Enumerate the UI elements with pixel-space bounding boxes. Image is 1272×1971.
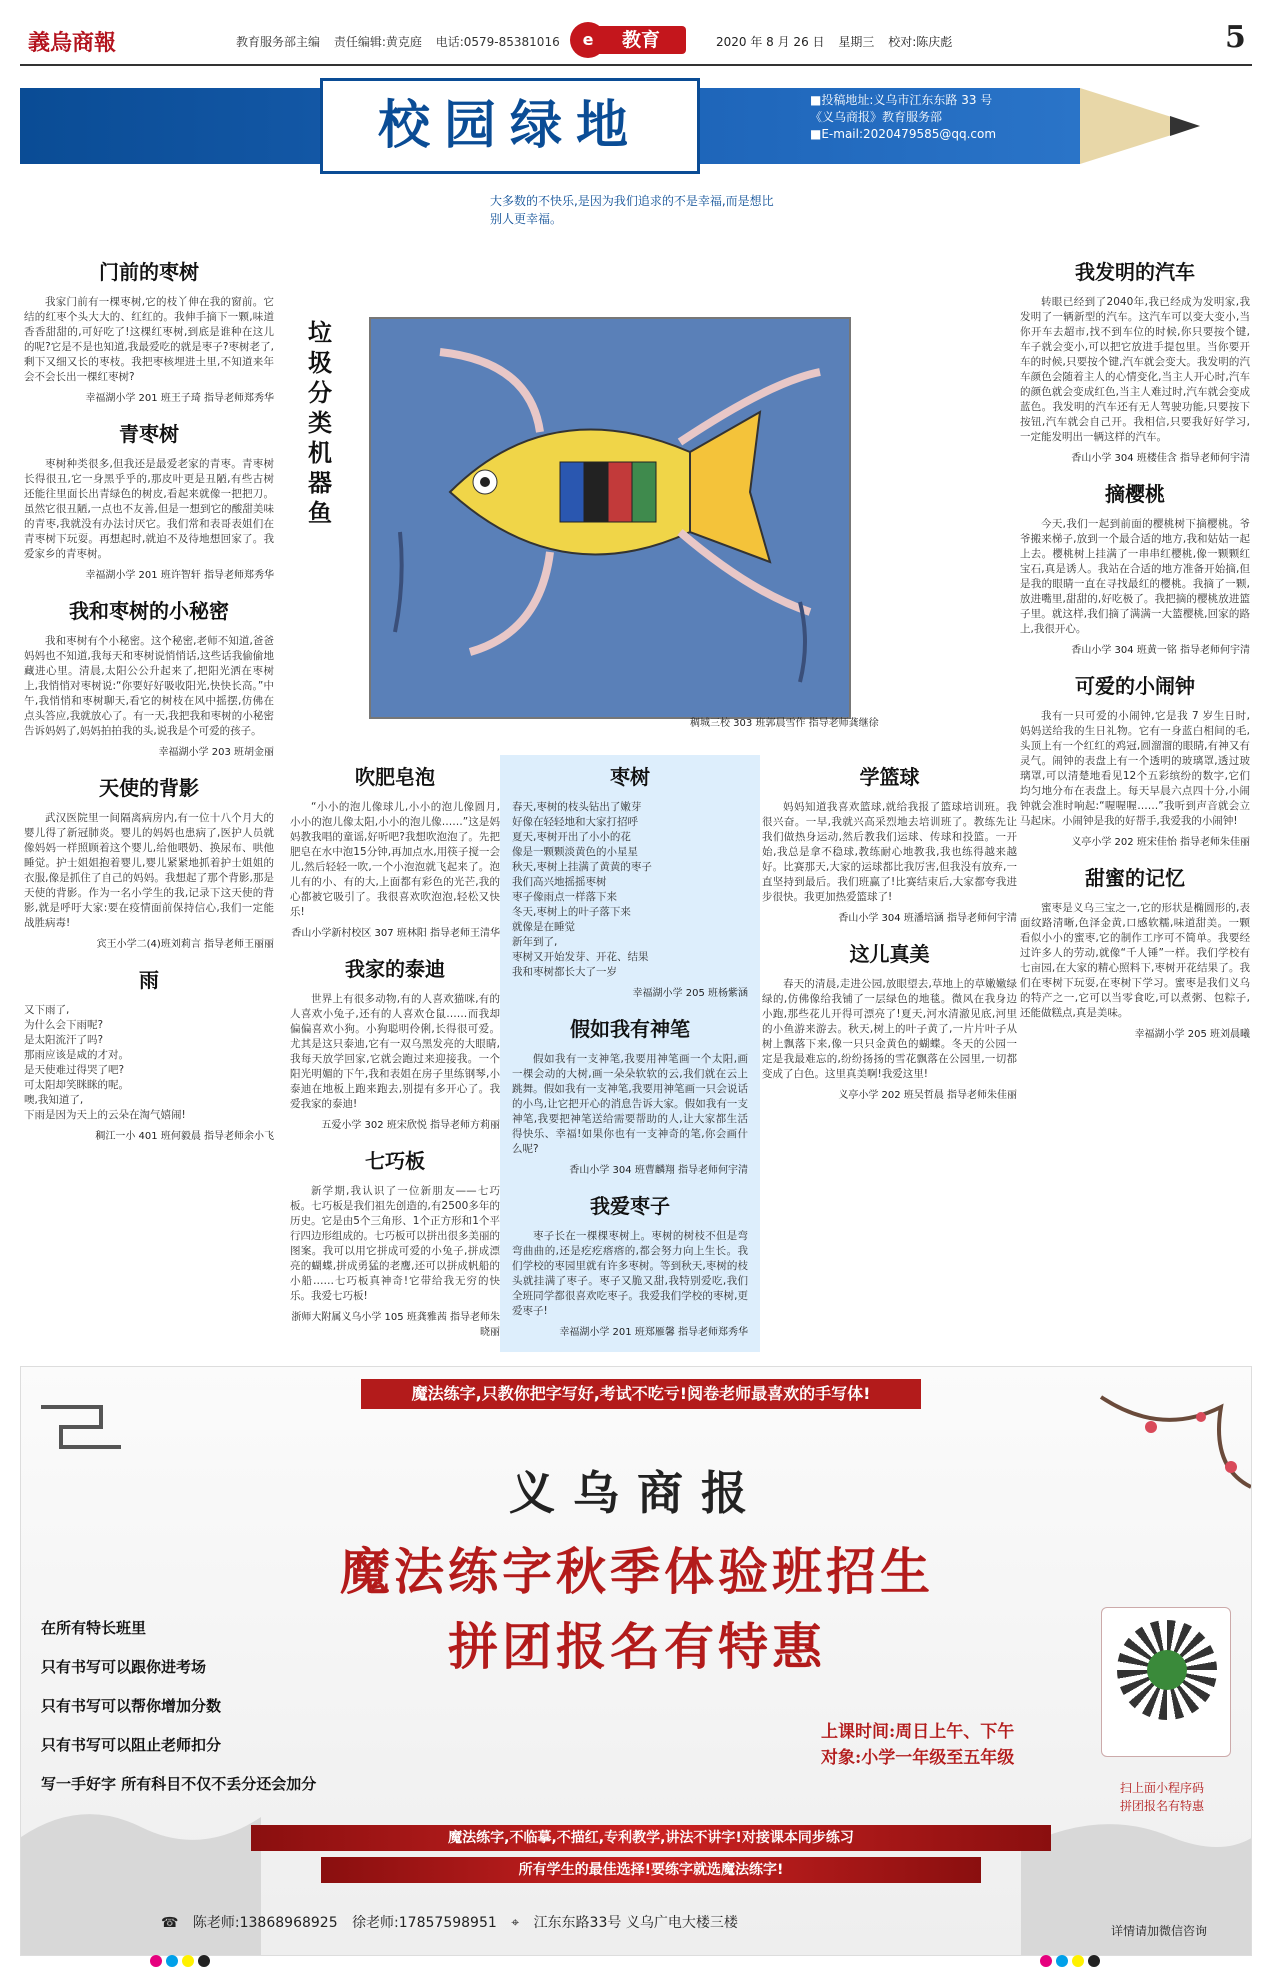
ad-contact (161, 1912, 748, 1932)
article-byline: 幸福湖小学 205 班杨紫涵 (632, 988, 748, 999)
submission-contact (810, 92, 996, 143)
ad-slogan: 魔法练字,只教你把字写好,考试不吃亏!阅卷老师最喜欢的手写体! (361, 1379, 921, 1409)
poem-line: 枣树又开始发芽、开花、结果 (512, 951, 649, 963)
artwork-fish-robot (300, 302, 1000, 732)
registration-mark-icon (1072, 1955, 1084, 1967)
registration-mark-icon (1056, 1955, 1068, 1967)
article (24, 964, 274, 1142)
plum-blossom-icon (1145, 1421, 1157, 1433)
article-title: 这儿真美 (849, 942, 930, 966)
section-logo (570, 20, 700, 60)
poem-line: 就像是在睡觉 (512, 921, 575, 933)
article-title: 我爱枣子 (590, 1194, 670, 1218)
qr-center-icon (1147, 1650, 1187, 1690)
article-title: 学篮球 (859, 765, 920, 789)
article-body: “小小的泡儿像球儿,小小的泡儿像圆月,小小的泡儿像太阳,小小的泡儿像……”这是妈妈教我唱的童谣,好听吧?我想吹泡泡了。先把肥皂在水中泡15分钟,再加点水,用筷子搅一会儿,然后轻轻一吹,一个小泡泡就飞起来了。泡儿有的小、有的大,上面都有彩色的光芒,我的心都被它吸引了。我很喜欢吹泡泡,轻松又快乐! (290, 801, 500, 918)
article-title: 假如我有神笔 (570, 1017, 690, 1041)
registration-mark-icon (182, 1955, 194, 1967)
middle-column-b (500, 755, 760, 1352)
article-byline: 宾王小学二(4)班刘莉言 指导老师王丽丽 (96, 939, 274, 950)
plum-blossom-icon (1196, 1412, 1206, 1422)
article-byline: 义亭小学 202 班吴哲晨 指导老师朱佳丽 (838, 1090, 1017, 1101)
bin-black (584, 462, 608, 522)
poem-line: 那雨应该是咸的才对。 (24, 1049, 129, 1061)
poem-line: 好像在轻轻地和大家打招呼 (512, 816, 638, 828)
poem-body (512, 800, 748, 980)
section-name: 教育 (596, 26, 686, 54)
article (24, 772, 274, 950)
qr-caption-line: 扫上面小程序码 (1119, 1781, 1204, 1795)
contact-email[interactable]: ■E-mail:2020479585@qq.com (810, 127, 997, 141)
article-byline: 香山小学新村校区 307 班林阳 指导老师王清华 (291, 928, 500, 939)
article-byline: 浙师大附属义乌小学 105 班龚雅茜 指导老师朱晓丽 (291, 1312, 500, 1338)
ad-headline: 魔法练字秋季体验班招生 (340, 1542, 934, 1601)
header-rule (20, 64, 1252, 66)
article-byline: 幸福湖小学 203 班胡金丽 (158, 747, 274, 758)
article (762, 938, 1017, 1101)
poem-line: 我们高兴地摇摇枣树 (512, 876, 607, 888)
qr-code[interactable] (1101, 1607, 1231, 1757)
article-body: 世界上有很多动物,有的人喜欢猫咪,有的人喜欢小兔子,还有的人喜欢仓鼠……而我却偏偏喜欢小狗。小狗聪明伶俐,长得很可爱。尤其是这只泰迪,它有一双乌黑发亮的大眼睛,我每天放学回家,它就会跑过来迎接我。一个阳光明媚的下午,我和表姐在房子里练钢琴,小泰迪在地板上跑来跑去,别提有多开心了。我爱我家的泰迪! (290, 993, 500, 1110)
registration-mark-icon (166, 1955, 178, 1967)
pencil-lead-icon (1170, 116, 1200, 136)
phone: 电话:0579-85381016 (435, 35, 560, 49)
banner-title-box (320, 78, 700, 174)
weekday: 星期三 (838, 35, 875, 49)
bin-green (632, 462, 656, 522)
article-title: 摘樱桃 (1105, 482, 1165, 506)
article-byline: 香山小学 304 班潘培涵 指导老师何宇清 (838, 913, 1017, 924)
ad-address: 江东东路33号 义乌广电大楼三楼 (533, 1915, 738, 1931)
article-byline: 香山小学 304 班黄一铭 指导老师何宇清 (1071, 645, 1250, 656)
issue-date: 2020 年 8 月 26 日 (716, 35, 825, 49)
ad-headline-2: 拼团报名有特惠 (448, 1617, 826, 1676)
bin-blue (560, 462, 584, 522)
target-audience: 对象:小学一年级至五年级 (821, 1748, 1015, 1768)
page-number: 5 (1225, 20, 1246, 55)
left-column (24, 250, 274, 1156)
article-title: 我家的泰迪 (345, 957, 445, 981)
article-body: 今天,我们一起到前面的樱桃树下摘樱桃。爷爷搬来梯子,放到一个最合适的地方,我和姑姑一起上去。樱桃树上挂满了一串串红樱桃,像一颗颗红宝石,真是诱人。我站在合适的地方准备开始摘,但是我的眼睛一直在寻找最红的樱桃。我摘了一颗,放进嘴里,甜甜的,好吃极了。我把摘的樱桃放进篮子里。就这样,我们摘了满满一大篮樱桃,回家的路上,我很开心。 (1020, 518, 1250, 635)
ad-selling-points (41, 1617, 316, 1812)
contact-xu[interactable]: 徐老师:17857598951 (352, 1915, 497, 1931)
article-title: 天使的背影 (99, 776, 199, 800)
article-body: 我和枣树有个小秘密。这个秘密,老师不知道,爸爸妈妈也不知道,我每天和枣树说悄悄话,这些话我偷偷地藏进心里。清晨,太阳公公升起来了,把阳光洒在枣树上,我悄悄对枣树说:“你要好好吸收阳光,快快长高。”中午,我悄悄和枣树聊天,看它的树枝在风中摇摆,仿佛在点头答应,我就放心了。有一天,我把我和枣树的小秘密告诉妈妈了,妈妈拍拍我的头,说我是个可爱的孩子。 (24, 635, 274, 737)
poem-line: 新年到了, (512, 936, 558, 948)
registration-mark-icon (1088, 1955, 1100, 1967)
article (1020, 478, 1250, 656)
article (512, 1190, 748, 1338)
right-column (1020, 250, 1250, 1054)
poem-line: 春天,枣树的枝头钻出了嫩芽 (512, 801, 642, 813)
fish-pupil (480, 477, 490, 487)
poem-body (24, 1003, 274, 1123)
article-body: 武汉医院里一间隔离病房内,有一位十八个月大的婴儿得了新冠肺炎。婴儿的妈妈也患病了,医护人员就像妈妈一样照顾着这个婴儿,给他喂奶、换尿布、哄他睡觉。护士姐姐抱着婴儿,婴儿紧紧地抓着护士姐姐的衣服,像是抓住了自己的妈妈。我想起了那个背影,那是天使的背影。作为一名小学生的我,记录下这天使的背影,就是呼吁大家:要在疫情面前保持信心,我们一定能战胜病毒! (24, 812, 274, 929)
article (512, 1013, 748, 1176)
location-icon: ⌖ (511, 1915, 520, 1931)
article-title: 枣树 (610, 765, 650, 789)
ad-brand: 义乌商报 (509, 1466, 765, 1520)
registration-mark-icon (1040, 1955, 1052, 1967)
middle-column-c (762, 755, 1017, 1115)
ad-feature-bar: 魔法练字,不临摹,不描红,专利教学,讲法不讲字!对接课本同步练习 (251, 1825, 1051, 1851)
article-byline: 义亭小学 202 班宋佳怡 指导老师朱佳丽 (1071, 837, 1250, 848)
article-title: 甜蜜的记忆 (1085, 866, 1185, 890)
article-byline: 幸福湖小学 201 班许智轩 指导老师郑秀华 (85, 570, 274, 581)
article-body: 蜜枣是义乌三宝之一,它的形状是椭圆形的,表面纹路清晰,色泽金黄,口感软糯,味道甜美。一颗看似小小的蜜枣,它的制作工序可不简单。我要经过许多人的劳动,就像“千人锤”一样。我们学校有七亩园,在大家的精心照料下,枣树开花结果了。我们在枣树下玩耍,在枣树下学习。蜜枣是我们义乌的特产之一,它可以当零食吃,可以煮粥、包粽子,还能做糕点,真是美味。 (1020, 902, 1250, 1019)
ad-point: 在所有特长班里 (41, 1619, 147, 1637)
article-body: 枣子长在一棵棵枣树上。枣树的树枝不但是弯弯曲曲的,还是疙疙瘩瘩的,都会努力向上生长。我们学校的枣园里就有许多枣树。等到秋天,枣树的枝头就挂满了枣子。枣子又脆又甜,我特别爱吃,我们全班同学都很喜欢吃枣子。我爱我们学校的枣树,更爱枣子! (512, 1230, 748, 1317)
issue-info (716, 33, 962, 50)
article-title: 雨 (139, 968, 159, 992)
article (1020, 670, 1250, 848)
poem-line: 又下雨了, (24, 1004, 70, 1016)
article-body: 转眼已经到了2040年,我已经成为发明家,我发明了一辆新型的汽车。这汽车可以变大变小,当你开车去超市,找不到车位的时候,你只要按个键,车子就会变小,可以把它放进手提包里。当你要开车的时候,只要按个键,汽车就会变大。我发明的汽车颜色会随着主人的心情变化,当主人开心时,汽车的颜色就会变成红色,当主人难过时,汽车就会变成蓝色。我发明的汽车还有无人驾驶功能,只要按下按钮,汽车就会自己开。我相信,只要我好好学习,一定能发明出一辆这样的汽车。 (1020, 296, 1250, 443)
ad-point: 写一手好字 所有科目不仅不丢分还会加分 (41, 1775, 317, 1793)
ad-point: 只有书写可以阻止老师扣分 (41, 1736, 222, 1754)
poem-line: 秋天,枣树上挂满了黄黄的枣子 (512, 861, 652, 873)
mountain-left-icon (21, 1814, 261, 1956)
banner-quote: 大多数的不快乐,是因为我们追求的不是幸福,而是想比别人更幸福。 (490, 194, 774, 226)
article-body: 枣树种类很多,但我还是最爱老家的青枣。青枣树长得很丑,它一身黑乎乎的,那皮叶更是丑陋,有些古树还能往里面长出青绿色的树皮,看起来就像一把把刀。虽然它很丑陋,一点也不友善,但是一想到它的酸甜美味的青枣,我就没有办法讨厌它。我们常和表哥表姐们在青枣树下玩耍。再想起时,就迫不及待地想回家了。我爱家乡的青枣树。 (24, 458, 274, 560)
advertisement (20, 1366, 1252, 1956)
article-title: 吹肥皂泡 (355, 765, 435, 789)
article-title: 青枣树 (119, 422, 179, 446)
article-body: 假如我有一支神笔,我要用神笔画一个太阳,画一棵会动的大树,画一朵朵软软的云,我们就在云上跳舞。假如我有一支神笔,我要用神笔画一只会说话的小鸟,让它把开心的消息告诉大家。假如我有一支神笔,我要把神笔送给需要帮助的人,让大家都生活得快乐、幸福!如果你也有一支神奇的笔,你会画什么呢? (512, 1053, 748, 1155)
poem-line: 冬天,枣树上的叶子落下来 (512, 906, 631, 918)
article-title: 我发明的汽车 (1075, 260, 1195, 284)
bin-red (608, 462, 632, 522)
poem-line: 可太阳却笑眯眯的呢。 (24, 1079, 129, 1091)
registration-mark-icon (150, 1955, 162, 1967)
proofreader: 校对:陈庆彪 (888, 35, 953, 49)
ad-feature-bar-2: 所有学生的最佳选择!要练字就选魔法练字! (321, 1857, 981, 1883)
article-byline: 幸福湖小学 201 班王子琦 指导老师郑秀华 (85, 393, 274, 404)
article-body: 新学期,我认识了一位新朋友——七巧板。七巧板是我们祖先创造的,有2500多年的历史。它是由5个三角形、1个正方形和1个平行四边形组成的。七巧板可以拼出很多美丽的图案。我可以用它拼成可爱的小兔子,拼成漂亮的蝴蝶,拼成勇猛的老鹰,还可以拼成帆船的小船……七巧板真神奇!它带给我无穷的快乐。我爱七巧板! (290, 1185, 500, 1302)
article (24, 595, 274, 758)
article (1020, 256, 1250, 464)
poem-line: 夏天,枣树开出了小小的花 (512, 831, 631, 843)
section-mark-icon: e (570, 22, 606, 58)
ad-more-info: 详情请加微信咨询 (1111, 1924, 1208, 1938)
section-banner (20, 78, 1252, 188)
poem-line: 是天使难过得哭了吧? (24, 1064, 125, 1076)
ad-point: 只有书写可以跟你进考场 (41, 1658, 207, 1676)
article (762, 761, 1017, 924)
ad-point: 只有书写可以帮你增加分数 (41, 1697, 222, 1715)
artwork-label: 垃圾分类机器鱼 (308, 318, 332, 527)
poem-line: 为什么会下雨呢? (24, 1019, 104, 1031)
middle-column-a (290, 755, 500, 1352)
article (1020, 862, 1250, 1040)
qr-caption-line: 拼团报名有特惠 (1119, 1799, 1204, 1813)
article (24, 418, 274, 581)
article-body: 春天的清晨,走进公园,放眼望去,草地上的草嫩嫩绿绿的,仿佛像给我铺了一层绿色的地毯。微风在我身边小跑,那些花儿开得可漂亮了!夏天,河水清澈见底,河里的小鱼游来游去。秋天,树上的叶子黄了,一片片叶子从树上飘落下来,像一只只金黄色的蝴蝶。冬天的公园一定是我最难忘的,纷纷扬扬的雪花飘落在公园里,一切都变成了白色。这里真美啊!我爱这里! (762, 978, 1017, 1080)
masthead: 義烏商報 (28, 30, 117, 56)
poem-line: 枣子像雨点一样落下来 (512, 891, 617, 903)
poem-line: 是太阳流汗了吗? (24, 1034, 104, 1046)
editor: 教育服务部主编 (236, 35, 321, 49)
article (512, 761, 748, 999)
article-body: 我有一只可爱的小闹钟,它是我 7 岁生日时,妈妈送给我的生日礼物。它有一身蓝白相间的毛,头顶上有一个红红的鸡冠,圆溜溜的眼睛,有神又有灵气。闹钟的表盘上有一个透明的玻璃罩,透过玻璃罩,可以清楚地看见12个五彩缤纷的数字,它们均匀地分布在表盘上。每天早晨六点四十分,小闹钟就会准时响起:“喔喔喔……”我听到声音就会立马起床。小闹钟是我的好帮手,我爱我的小闹钟! (1020, 710, 1250, 827)
article (290, 1145, 500, 1338)
qr-caption (1077, 1779, 1247, 1815)
contact-dept: 《义乌商报》教育服务部 (810, 110, 943, 124)
article-byline: 幸福湖小学 205 班刘晨曦 (1134, 1029, 1250, 1040)
phone-icon: ☎ (161, 1915, 179, 1931)
responsible-editor: 责任编辑:黄克庭 (333, 35, 422, 49)
article-title: 我和枣树的小秘密 (69, 599, 229, 623)
poem-line: 下雨是因为天上的云朵在淘气嬉闹! (24, 1109, 186, 1121)
article (290, 953, 500, 1131)
contact-address: ■投稿地址:义乌市江东东路 33 号 (810, 93, 993, 107)
poem-line: 噢,我知道了, (24, 1094, 84, 1106)
article (24, 256, 274, 404)
editor-info (236, 33, 570, 50)
registration-mark-icon (198, 1955, 210, 1967)
contact-chen[interactable]: 陈老师:13868968925 (192, 1915, 338, 1931)
article-byline: 香山小学 304 班曹麟翔 指导老师何宇清 (569, 1165, 748, 1176)
fret-pattern-icon (41, 1407, 121, 1447)
banner-title: 校园绿地 (377, 95, 642, 156)
page-header (0, 0, 1272, 80)
article-byline: 稠江一小 401 班何毅晨 指导老师余小飞 (95, 1131, 274, 1142)
article-byline: 幸福湖小学 201 班郑雁馨 指导老师郑秀华 (559, 1327, 748, 1338)
article-title: 七巧板 (365, 1149, 425, 1173)
article-body: 我家门前有一棵枣树,它的枝丫伸在我的窗前。它结的红枣个头大大的、红红的。我伸手摘下一颗,味道香香甜甜的,可好吃了!这棵红枣树,到底是谁种在这儿的呢?它是不是也知道,我最爱吃的就是枣子?枣树老了,剩下又细又长的枣枝。我把枣核埋进土里,不知道来年会不会长出一棵红枣树? (24, 296, 274, 383)
article (290, 761, 500, 939)
article-title: 门前的枣树 (99, 260, 199, 284)
poem-line: 我和枣树都长大了一岁 (512, 966, 617, 978)
article-title: 可爱的小闹钟 (1075, 674, 1195, 698)
class-time: 上课时间:周日上午、下午 (821, 1722, 1015, 1742)
artwork-credit: 稠城三校 303 班郭晨雪作 指导老师龚继徐 (690, 718, 879, 729)
article-byline: 五爱小学 302 班宋欣悦 指导老师方莉丽 (321, 1120, 500, 1131)
ad-schedule (821, 1719, 1014, 1771)
article-byline: 香山小学 304 班楼佳含 指导老师何宇清 (1071, 453, 1250, 464)
poem-line: 像是一颗颗淡黄色的小星星 (512, 846, 638, 858)
article-body: 妈妈知道我喜欢篮球,就给我报了篮球培训班。我很兴奋。一早,我就兴高采烈地去培训班了。教练先让我们做热身运动,然后教我们运球、传球和投篮。一开始,我总是拿不稳球,教练耐心地教我,我也练得越来越好。比赛那天,大家的运球都比我厉害,但我没有放弃,一直坚持到最后。我们班赢了!比赛结束后,大家都夸我进步很快。我更加热爱篮球了! (762, 801, 1017, 903)
